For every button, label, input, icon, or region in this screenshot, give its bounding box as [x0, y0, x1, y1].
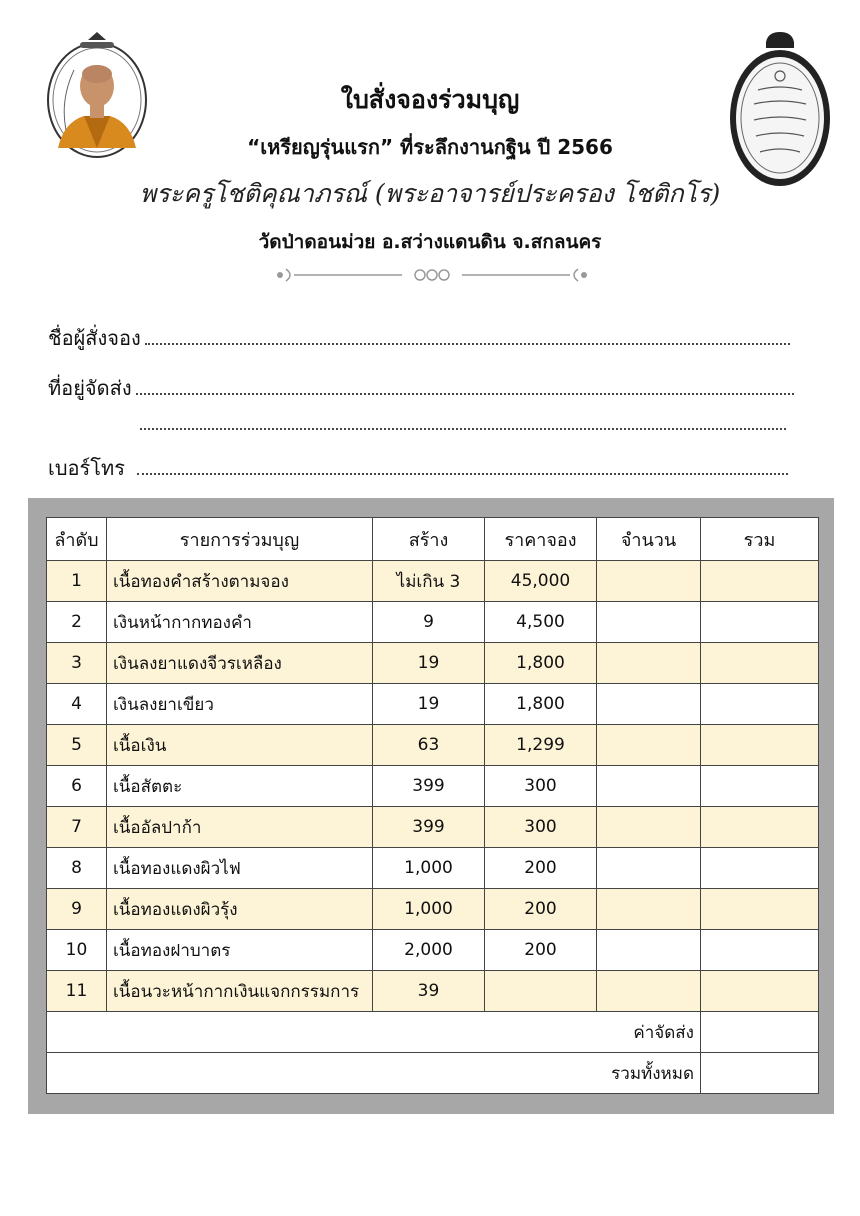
row-price: 4,500: [485, 602, 597, 643]
row-total-cell[interactable]: [701, 766, 819, 807]
monk-name: พระครูโชติคุณาภรณ์ (พระอาจารย์ประครอง โชติกโร): [139, 179, 721, 208]
row-no: 11: [47, 971, 107, 1012]
row-made: ไม่เกิน 3: [373, 561, 485, 602]
row-item: เนื้อทองแดงผิวไฟ: [107, 848, 373, 889]
row-quantity-cell[interactable]: [597, 766, 701, 807]
table-row: [47, 889, 819, 930]
row-item: เงินหน้ากากทองคำ: [107, 602, 373, 643]
table-header-row: [47, 518, 819, 561]
row-total-cell[interactable]: [701, 602, 819, 643]
orderer-name-field[interactable]: [48, 322, 790, 354]
row-item: เงินลงยาแดงจีวรเหลือง: [107, 643, 373, 684]
row-made: 63: [373, 725, 485, 766]
header-item: รายการร่วมบุญ: [107, 518, 373, 561]
row-price: 1,800: [485, 684, 597, 725]
row-no: 7: [47, 807, 107, 848]
row-quantity-cell[interactable]: [597, 848, 701, 889]
row-total-cell[interactable]: [701, 889, 819, 930]
header-made: สร้าง: [373, 518, 485, 561]
row-quantity-cell[interactable]: [597, 889, 701, 930]
temple-address: วัดป่าดอนม่วย อ.สว่างแดนดิน จ.สกลนคร: [258, 231, 602, 253]
grand-total-label: รวมทั้งหมด: [47, 1053, 701, 1094]
row-price: 200: [485, 848, 597, 889]
row-no: 10: [47, 930, 107, 971]
row-price: 1,800: [485, 643, 597, 684]
row-item: เนื้อเงิน: [107, 725, 373, 766]
row-quantity-cell[interactable]: [597, 561, 701, 602]
row-quantity-cell[interactable]: [597, 807, 701, 848]
row-made: 19: [373, 684, 485, 725]
form-subtitle: “เหรียญรุ่นแรก” ที่ระลึกงานกฐิน ปี 2566: [247, 135, 613, 159]
row-no: 6: [47, 766, 107, 807]
row-quantity-cell[interactable]: [597, 684, 701, 725]
header-total: รวม: [701, 518, 819, 561]
grand-total-row: [47, 1053, 819, 1094]
shipping-address-field-2[interactable]: [140, 410, 786, 430]
row-no: 2: [47, 602, 107, 643]
row-total-cell[interactable]: [701, 725, 819, 766]
row-price: 300: [485, 807, 597, 848]
table-row: [47, 643, 819, 684]
row-total-cell[interactable]: [701, 848, 819, 889]
table-row: [47, 971, 819, 1012]
table-row: [47, 807, 819, 848]
table-row: [47, 766, 819, 807]
row-price: 200: [485, 889, 597, 930]
row-made: 9: [373, 602, 485, 643]
row-item: เนื้อทองฝาบาตร: [107, 930, 373, 971]
table-row: [47, 602, 819, 643]
row-quantity-cell[interactable]: [597, 643, 701, 684]
row-item: เนื้อทองแดงผิวรุ้ง: [107, 889, 373, 930]
table-row: [47, 930, 819, 971]
row-item: เนื้อทองคำสร้างตามจอง: [107, 561, 373, 602]
row-made: 1,000: [373, 848, 485, 889]
header-quantity: จำนวน: [597, 518, 701, 561]
table-row: [47, 848, 819, 889]
form-title: ใบสั่งจองร่วมบุญ: [340, 85, 520, 114]
phone-label: เบอร์โทร: [48, 456, 125, 480]
row-no: 1: [47, 561, 107, 602]
shipping-address-line-2[interactable]: [140, 410, 786, 430]
row-total-cell[interactable]: [701, 561, 819, 602]
orderer-name-line[interactable]: [145, 325, 790, 345]
table-row: [47, 561, 819, 602]
row-made: 2,000: [373, 930, 485, 971]
orderer-name-label: ชื่อผู้สั่งจอง: [48, 326, 141, 350]
shipping-address-line[interactable]: [136, 375, 794, 395]
divider-ornament-icon: [272, 262, 592, 288]
row-item: เนื้ออัลปาก้า: [107, 807, 373, 848]
shipping-label: ค่าจัดส่ง: [47, 1012, 701, 1053]
header-no: ลำดับ: [47, 518, 107, 561]
row-quantity-cell[interactable]: [597, 602, 701, 643]
row-made: 19: [373, 643, 485, 684]
row-quantity-cell[interactable]: [597, 930, 701, 971]
shipping-address-label: ที่อยู่จัดส่ง: [48, 376, 132, 400]
shipping-address-field[interactable]: [48, 372, 794, 404]
row-total-cell[interactable]: [701, 807, 819, 848]
shipping-cost-cell[interactable]: [701, 1012, 819, 1053]
row-no: 3: [47, 643, 107, 684]
row-price: 1,299: [485, 725, 597, 766]
order-table: [46, 517, 819, 1094]
row-price: [485, 971, 597, 1012]
row-made: 399: [373, 766, 485, 807]
phone-field[interactable]: [48, 452, 788, 484]
phone-line[interactable]: [137, 455, 788, 475]
row-price: 200: [485, 930, 597, 971]
header-price: ราคาจอง: [485, 518, 597, 561]
table-row: [47, 725, 819, 766]
row-price: 45,000: [485, 561, 597, 602]
row-item: เนื้อสัตตะ: [107, 766, 373, 807]
grand-total-cell[interactable]: [701, 1053, 819, 1094]
row-item: เนื้อนวะหน้ากากเงินแจกกรรมการ: [107, 971, 373, 1012]
row-no: 4: [47, 684, 107, 725]
shipping-row: [47, 1012, 819, 1053]
table-row: [47, 684, 819, 725]
row-price: 300: [485, 766, 597, 807]
row-total-cell[interactable]: [701, 971, 819, 1012]
row-no: 5: [47, 725, 107, 766]
row-no: 8: [47, 848, 107, 889]
row-total-cell[interactable]: [701, 684, 819, 725]
row-quantity-cell[interactable]: [597, 971, 701, 1012]
row-made: 1,000: [373, 889, 485, 930]
row-total-cell[interactable]: [701, 643, 819, 684]
row-no: 9: [47, 889, 107, 930]
row-item: เงินลงยาเขียว: [107, 684, 373, 725]
row-quantity-cell[interactable]: [597, 725, 701, 766]
row-made: 39: [373, 971, 485, 1012]
row-total-cell[interactable]: [701, 930, 819, 971]
row-made: 399: [373, 807, 485, 848]
